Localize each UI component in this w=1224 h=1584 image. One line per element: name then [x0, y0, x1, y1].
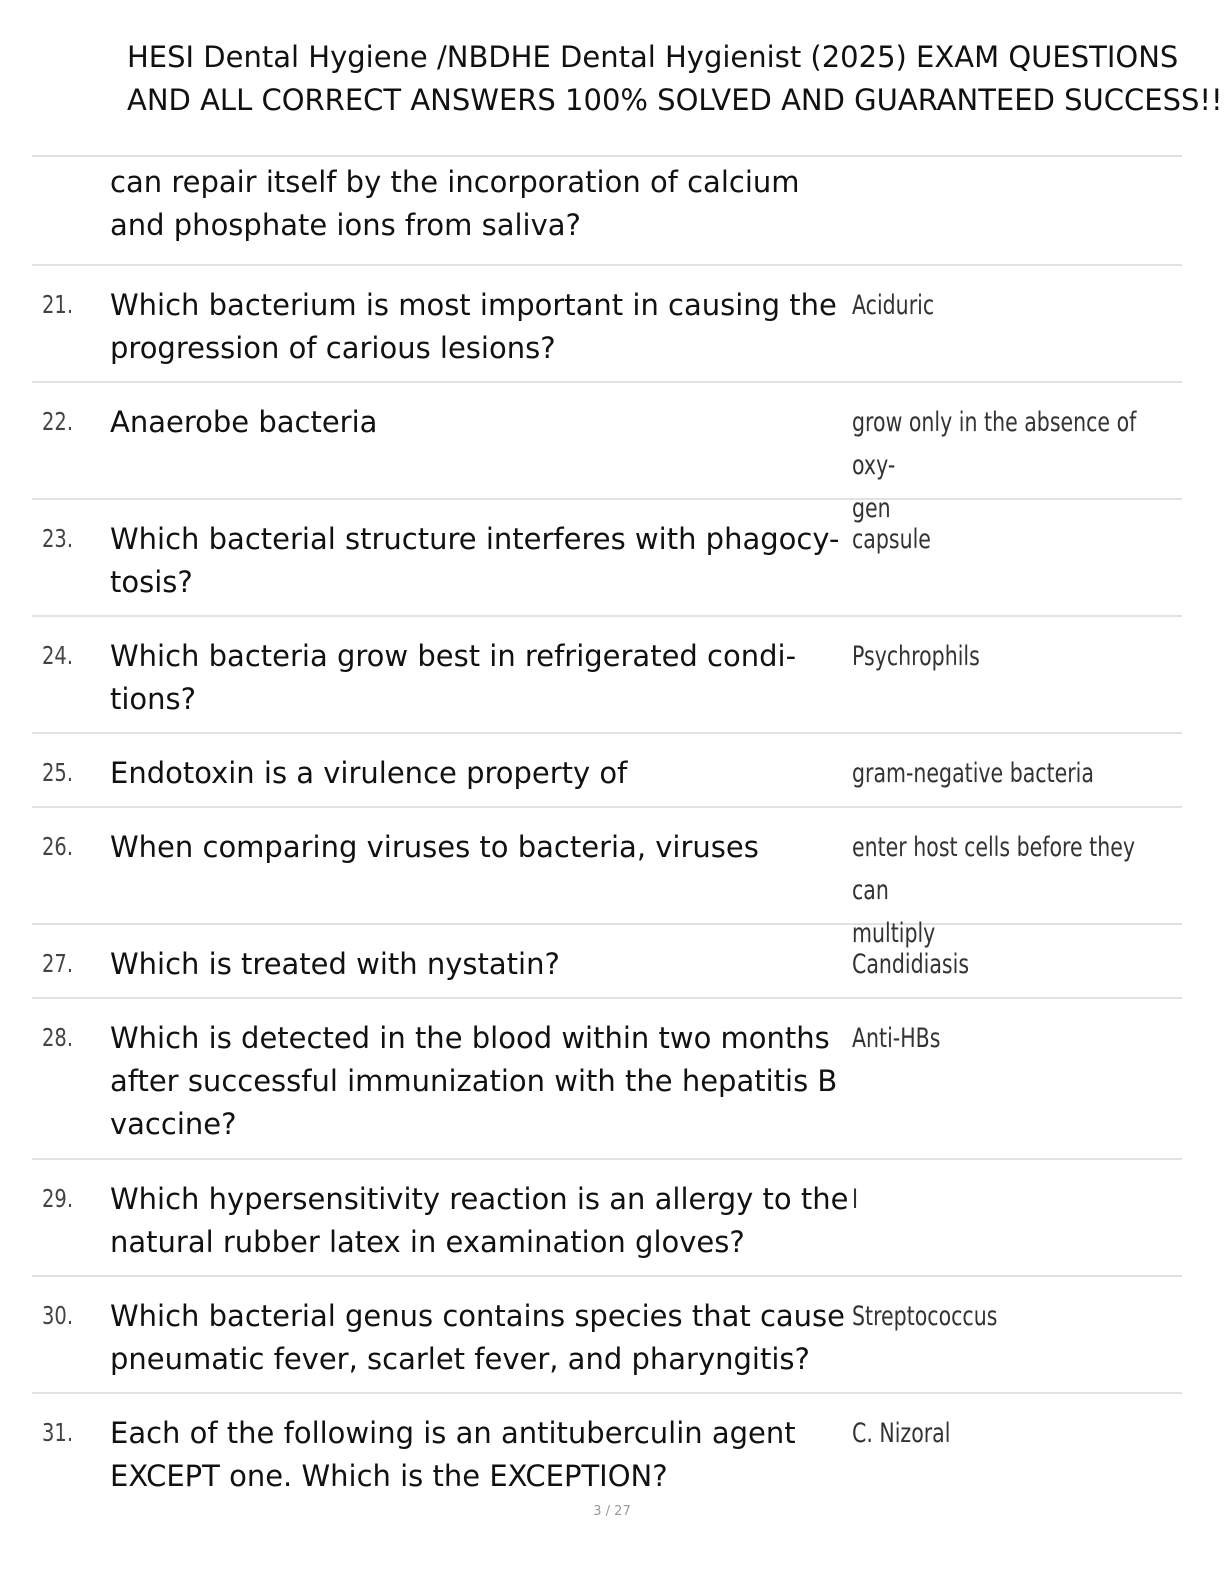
table-row — [32, 999, 1182, 1160]
question-text — [110, 1178, 850, 1264]
question-text — [110, 284, 850, 370]
table-row — [32, 734, 1182, 808]
question-number: 22. — [42, 407, 74, 436]
question-line: progression of carious lesions? — [110, 331, 556, 365]
table-row — [32, 925, 1182, 999]
table-row — [32, 383, 1182, 524]
question-number: 28. — [42, 1023, 74, 1052]
answer-line: C. Nizoral — [852, 1418, 951, 1449]
answer-line: Candidiasis — [852, 949, 970, 980]
page-header — [127, 36, 1224, 122]
answer-line: grow only in the absence of oxy- — [852, 407, 1137, 481]
question-text — [110, 401, 850, 444]
question-number: 23. — [42, 524, 74, 553]
answer-text — [852, 943, 1164, 986]
answer-text — [852, 1412, 1164, 1455]
question-line: Which hypersensitivity reaction is an allergy to the — [110, 1182, 849, 1216]
question-number: 27. — [42, 949, 74, 978]
question-text — [110, 752, 850, 795]
question-line: and phosphate ions from saliva? — [110, 208, 581, 242]
question-text — [110, 518, 850, 604]
answer-text — [852, 284, 1164, 327]
question-text — [110, 943, 850, 986]
question-text — [110, 1017, 850, 1146]
table-row — [32, 500, 1182, 617]
question-line: can repair itself by the incorporation of calcium — [110, 165, 800, 199]
question-text — [110, 1295, 850, 1381]
table-row — [32, 617, 1182, 734]
question-number: 24. — [42, 641, 74, 670]
table-row — [32, 808, 1182, 949]
question-line: Which bacterium is most important in causing the — [110, 288, 837, 322]
answer-line: capsule — [852, 524, 931, 555]
answer-text — [852, 752, 1164, 795]
answer-line: Aciduric — [852, 290, 935, 321]
question-line: tosis? — [110, 565, 193, 599]
question-line: EXCEPT one. Which is the EXCEPTION? — [110, 1459, 668, 1493]
question-text — [110, 1412, 850, 1498]
question-text — [110, 161, 850, 247]
table-row-continued — [32, 157, 1182, 266]
question-line: natural rubber latex in examination gloves? — [110, 1225, 745, 1259]
question-text — [110, 635, 850, 721]
question-line: When comparing viruses to bacteria, viruses — [110, 830, 759, 864]
answer-line: I — [852, 1184, 859, 1215]
question-line: vaccine? — [110, 1107, 237, 1141]
question-line: after successful immunization with the hepatitis B — [110, 1064, 838, 1098]
question-line: pneumatic fever, scarlet fever, and pharyngitis? — [110, 1342, 810, 1376]
question-number: 25. — [42, 758, 74, 787]
question-number: 30. — [42, 1301, 74, 1330]
answer-line: multiply — [852, 918, 936, 949]
question-number: 21. — [42, 290, 74, 319]
question-line: Which bacteria grow best in refrigerated condi- — [110, 639, 797, 673]
answer-text — [852, 518, 1164, 561]
question-line: Which is treated with nystatin? — [110, 947, 560, 981]
answer-text — [852, 1178, 1164, 1221]
question-line: Which bacterial structure interferes with phagocy- — [110, 522, 840, 556]
question-number: 29. — [42, 1184, 74, 1213]
table-row — [32, 266, 1182, 383]
question-number: 31. — [42, 1418, 74, 1447]
question-line: Each of the following is an antituberculin agent — [110, 1416, 796, 1450]
answer-line: Streptococcus — [852, 1301, 998, 1332]
answer-text — [852, 1295, 1164, 1338]
answer-line: Anti-HBs — [852, 1023, 941, 1054]
page-number: 3 / 27 — [593, 1504, 631, 1519]
table-row — [32, 1394, 1182, 1504]
answer-text — [852, 635, 1164, 678]
answer-line: gen — [852, 493, 891, 524]
question-line: tions? — [110, 682, 197, 716]
question-number: 26. — [42, 832, 74, 861]
question-line: Anaerobe bacteria — [110, 405, 378, 439]
answer-text — [852, 1017, 1164, 1060]
answer-line: gram-negative bacteria — [852, 758, 1094, 789]
question-line: Which is detected in the blood within two months — [110, 1021, 830, 1055]
answer-line: Psychrophils — [852, 641, 980, 672]
header-line-2: AND ALL CORRECT ANSWERS 100% SOLVED AND GUARANTEED SUCCESS!! — [127, 83, 1223, 117]
answer-line: enter host cells before they can — [852, 832, 1135, 906]
question-line: Which bacterial genus contains species that cause — [110, 1299, 846, 1333]
question-text — [110, 826, 850, 869]
question-line: Endotoxin is a virulence property of — [110, 756, 628, 790]
table-row — [32, 1277, 1182, 1394]
qa-table — [32, 155, 1182, 1504]
table-row — [32, 1160, 1182, 1277]
header-line-1: HESI Dental Hygiene /NBDHE Dental Hygienist (2025) EXAM QUESTIONS — [127, 40, 1179, 74]
